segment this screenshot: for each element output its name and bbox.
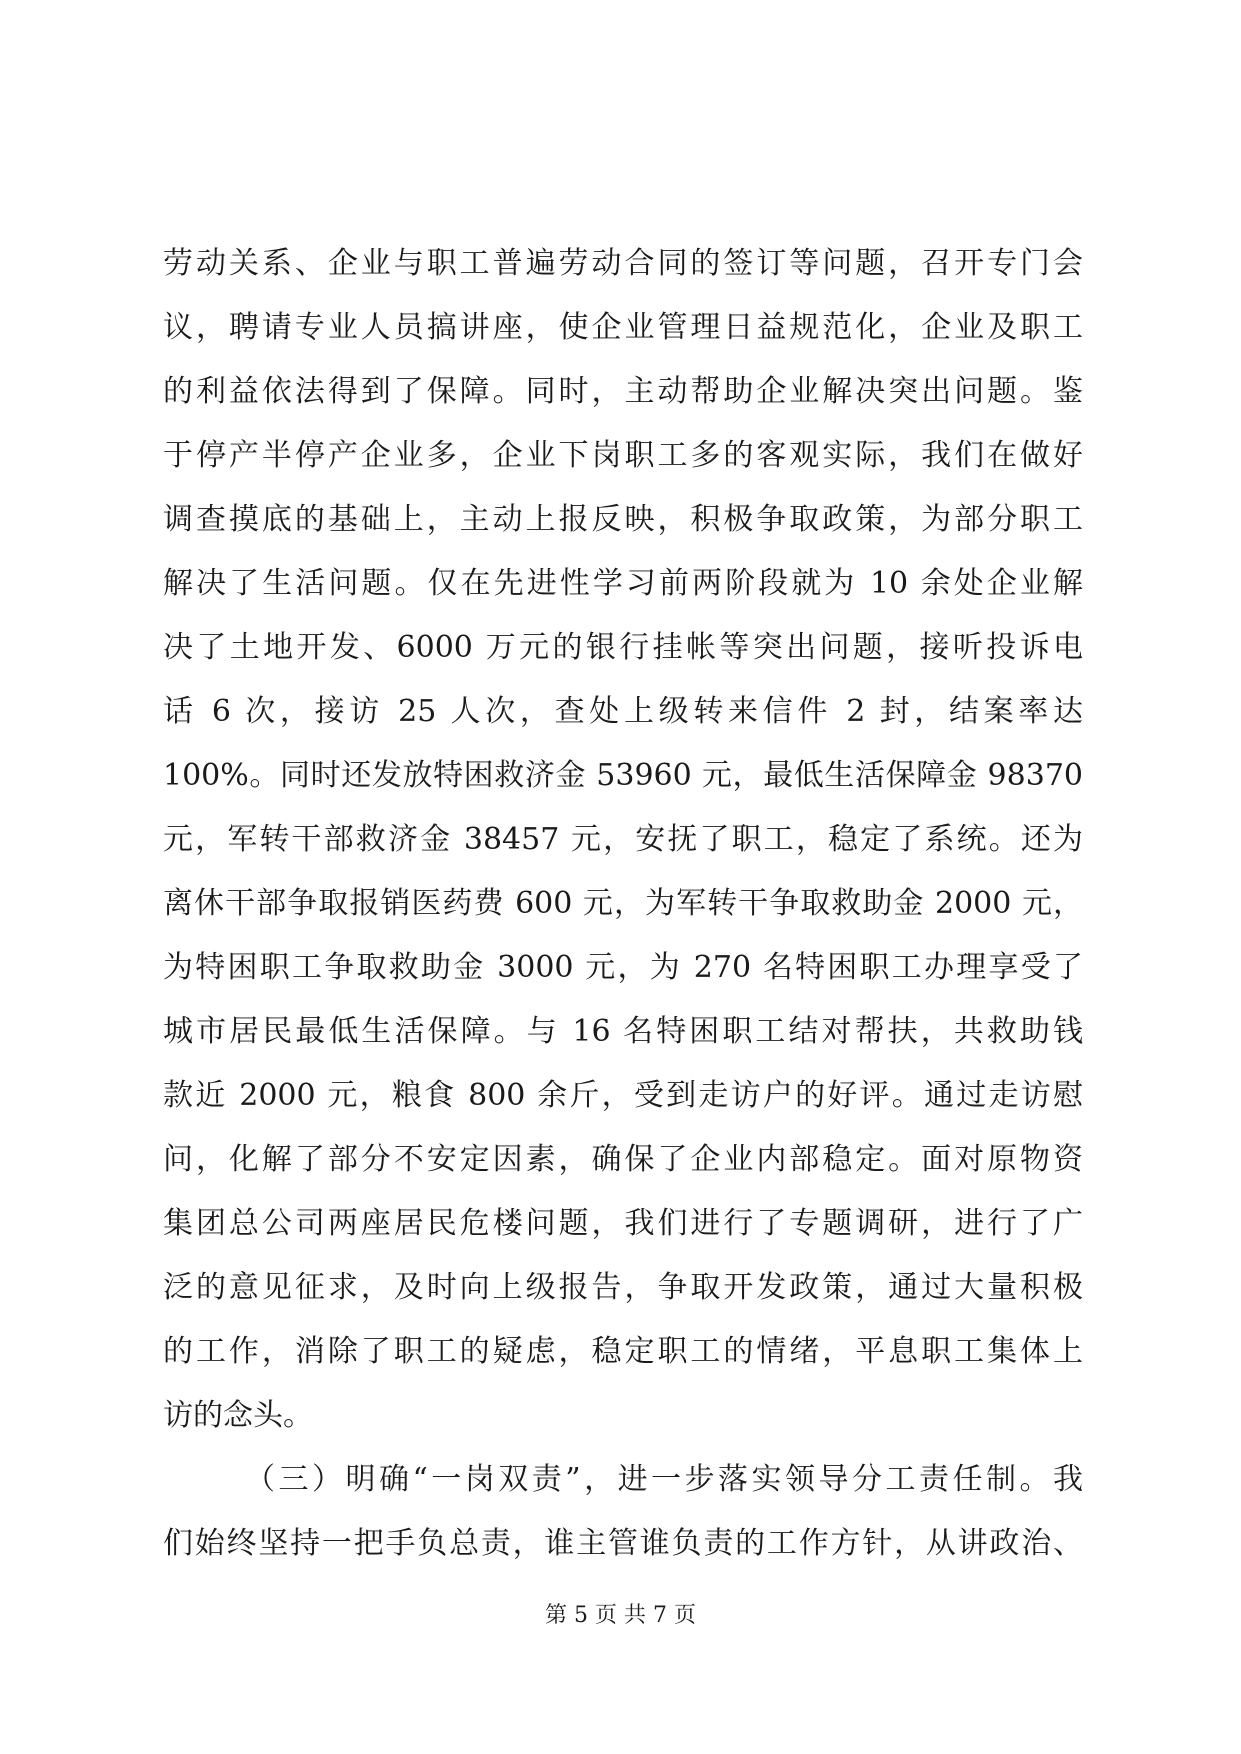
- paragraph: [163, 232, 1083, 1448]
- text-line: 城市居民最低生活保障。与 16 名特困职工结对帮扶，共救助钱: [163, 1014, 1083, 1049]
- text-line: 离休干部争取报销医药费 600 元，为军转干争取救助金 2000 元，: [163, 886, 1083, 921]
- text-line: 劳动关系、企业与职工普遍劳动合同的签订等问题，召开专门会: [163, 246, 1083, 281]
- paragraph: [163, 1448, 1083, 1576]
- document-body: [163, 232, 1083, 1576]
- text-line: 集团总公司两座居民危楼问题，我们进行了专题调研，进行了广: [163, 1206, 1083, 1241]
- text-line: 决了土地开发、6000 万元的银行挂帐等突出问题，接听投诉电: [163, 630, 1083, 665]
- text-line: 调查摸底的基础上，主动上报反映，积极争取政策，为部分职工: [163, 502, 1083, 537]
- text-line: 于停产半停产企业多，企业下岗职工多的客观实际，我们在做好: [163, 438, 1083, 473]
- text-line: 款近 2000 元，粮食 800 余斤，受到走访户的好评。通过走访慰: [163, 1078, 1083, 1113]
- text-line: （三）明确“一岗双责”，进一步落实领导分工责任制。我: [245, 1462, 1083, 1497]
- text-line: 元，军转干部救济金 38457 元，安抚了职工，稳定了系统。还为: [163, 822, 1083, 857]
- text-line: 的工作，消除了职工的疑虑，稳定职工的情绪，平息职工集体上: [163, 1334, 1083, 1369]
- text-line: 问，化解了部分不安定因素，确保了企业内部稳定。面对原物资: [163, 1142, 1083, 1177]
- text-line: 们始终坚持一把手负总责，谁主管谁负责的工作方针，从讲政治、: [163, 1526, 1083, 1561]
- text-line: 解决了生活问题。仅在先进性学习前两阶段就为 10 余处企业解: [163, 566, 1083, 601]
- text-line: 泛的意见征求，及时向上级报告，争取开发政策，通过大量积极: [163, 1270, 1083, 1305]
- text-line: 为特困职工争取救助金 3000 元，为 270 名特困职工办理享受了: [163, 950, 1083, 985]
- text-line: 的利益依法得到了保障。同时，主动帮助企业解决突出问题。鉴: [163, 374, 1083, 409]
- text-line: 访的念头。: [163, 1398, 313, 1433]
- page-number-footer: 第 5 页 共 7 页: [545, 1603, 696, 1628]
- text-line: 议，聘请专业人员搞讲座，使企业管理日益规范化，企业及职工: [163, 310, 1083, 345]
- text-line: 话 6 次，接访 25 人次，查处上级转来信件 2 封，结案率达: [163, 694, 1083, 729]
- text-line: 100%。同时还发放特困救济金 53960 元，最低生活保障金 98370: [163, 758, 1083, 793]
